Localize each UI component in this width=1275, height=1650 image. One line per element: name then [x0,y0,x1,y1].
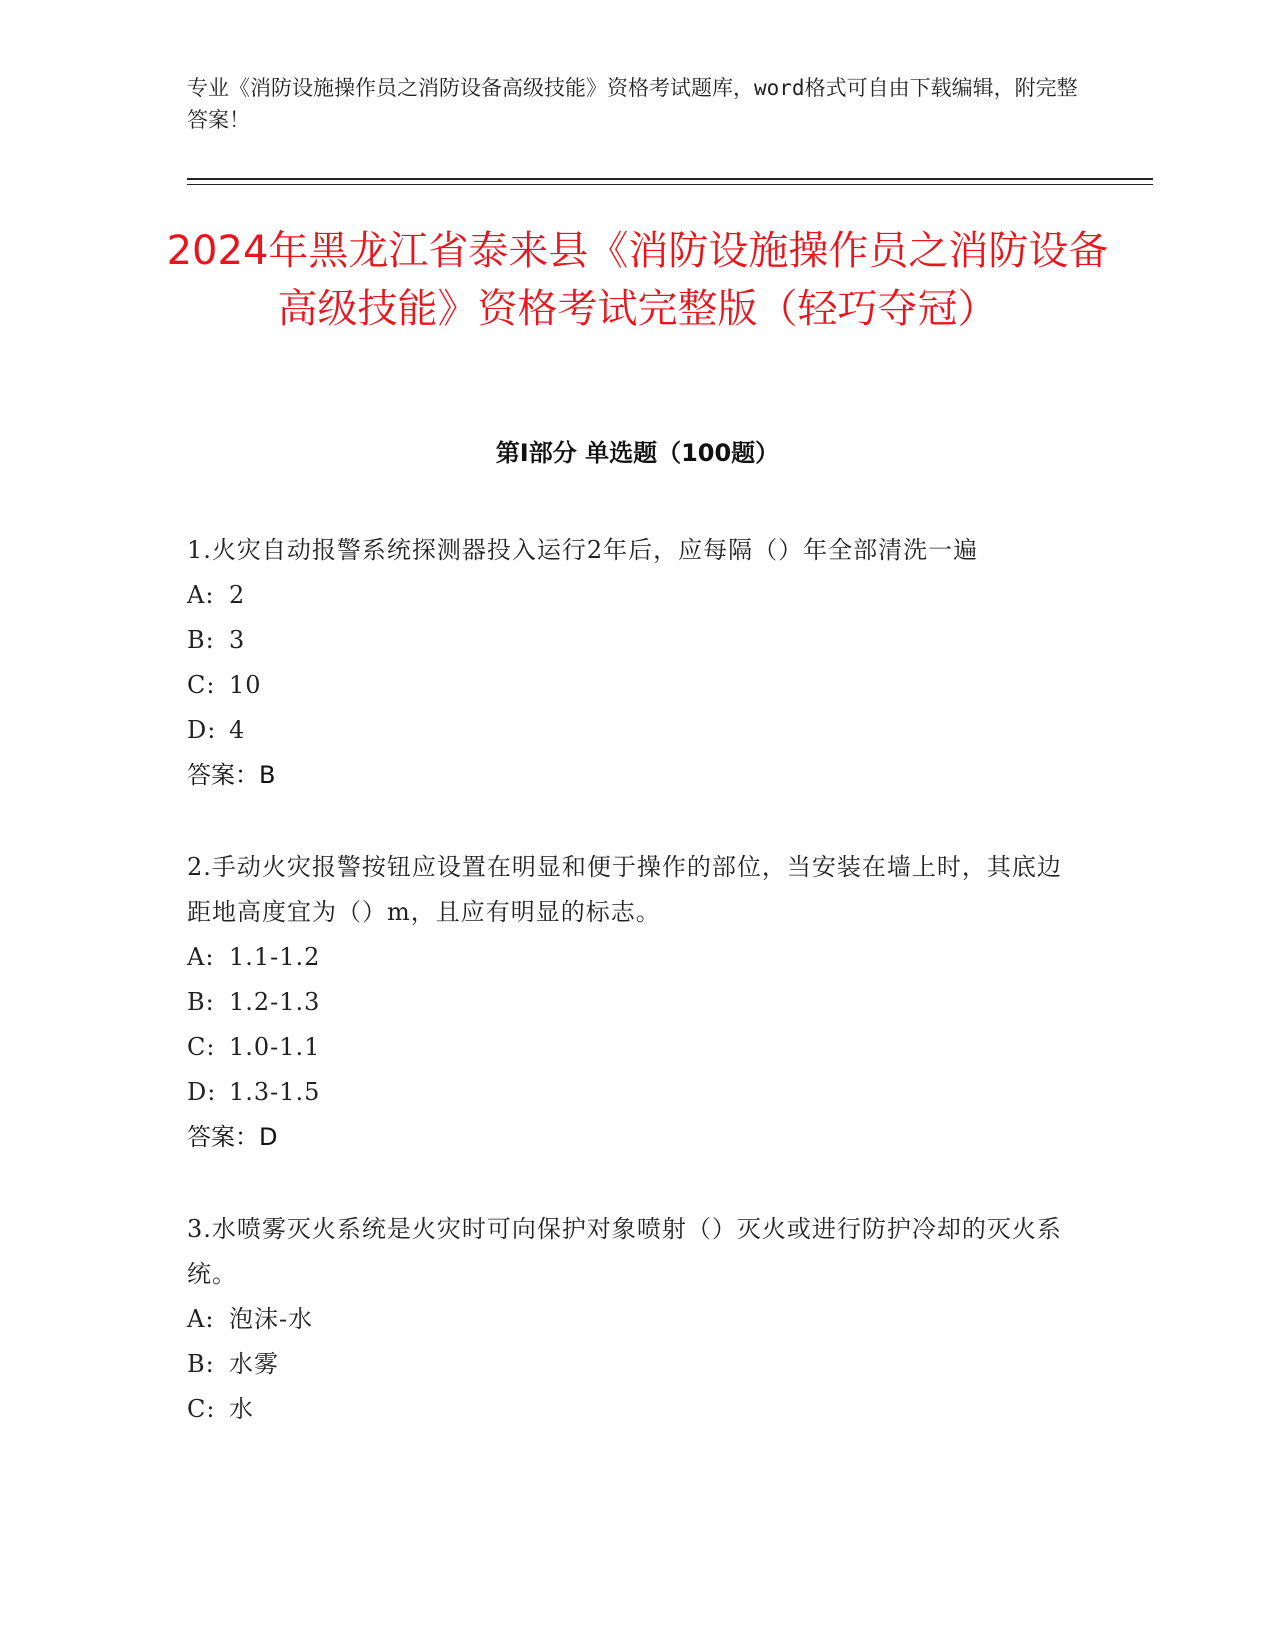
header-note: 专业《消防设施操作员之消防设备高级技能》资格考试题库，word格式可自由下载编辑，附完整答案！ [187,76,1078,132]
option-c [187,1025,1067,1070]
header-divider-thin [187,184,1153,185]
option-text: 1.2-1.3 [229,988,321,1016]
option-c [187,663,1067,708]
option-text: 3 [229,626,246,654]
option-letter: C: [187,671,216,699]
option-text: 水雾 [229,1350,279,1378]
option-letter: A: [187,1305,215,1333]
option-a [187,1297,1067,1342]
option-text: 4 [229,716,246,744]
option-d [187,708,1067,753]
question-stem: 3.水喷雾灭火系统是火灾时可向保护对象喷射（）灭火或进行防护冷却的灭火系统。 [187,1215,1062,1288]
option-letter: B: [187,1350,215,1378]
option-letter: C: [187,1033,216,1061]
option-text: 1.0-1.1 [229,1033,321,1061]
question-2 [187,845,1067,1160]
question-3 [187,1207,1067,1432]
option-letter: C: [187,1395,216,1423]
section-title: 第Ⅰ部分 单选题（100题） [495,439,780,467]
option-b [187,1342,1067,1387]
header-divider-thick [187,178,1153,180]
option-letter: B: [187,988,215,1016]
option-b [187,618,1067,663]
option-b [187,980,1067,1025]
option-letter: D: [187,716,217,744]
option-c [187,1387,1067,1432]
option-letter: D: [187,1078,217,1106]
question-stem: 1.火灾自动报警系统探测器投入运行2年后，应每隔（）年全部清洗一遍 [187,536,979,564]
question-1 [187,528,1067,798]
option-letter: B: [187,626,215,654]
answer: 答案：D [187,1123,278,1151]
question-list [187,528,1067,1479]
question-stem: 2.手动火灾报警按钮应设置在明显和便于操作的部位，当安装在墙上时，其底边距地高度宜为（）m，且应有明显的标志。 [187,853,1062,926]
option-text: 水 [229,1395,254,1423]
answer: 答案：B [187,761,276,789]
option-text: 2 [229,581,246,609]
document-title: 2024年黑龙江省泰来县《消防设施操作员之消防设备高级技能》资格考试完整版（轻巧夺冠） [166,228,1109,332]
option-letter: A: [187,581,215,609]
option-text: 泡沫-水 [229,1305,314,1333]
option-d [187,1070,1067,1115]
option-a [187,573,1067,618]
option-text: 10 [229,671,262,699]
option-letter: A: [187,943,215,971]
option-text: 1.1-1.2 [229,943,321,971]
option-text: 1.3-1.5 [229,1078,321,1106]
option-a [187,935,1067,980]
